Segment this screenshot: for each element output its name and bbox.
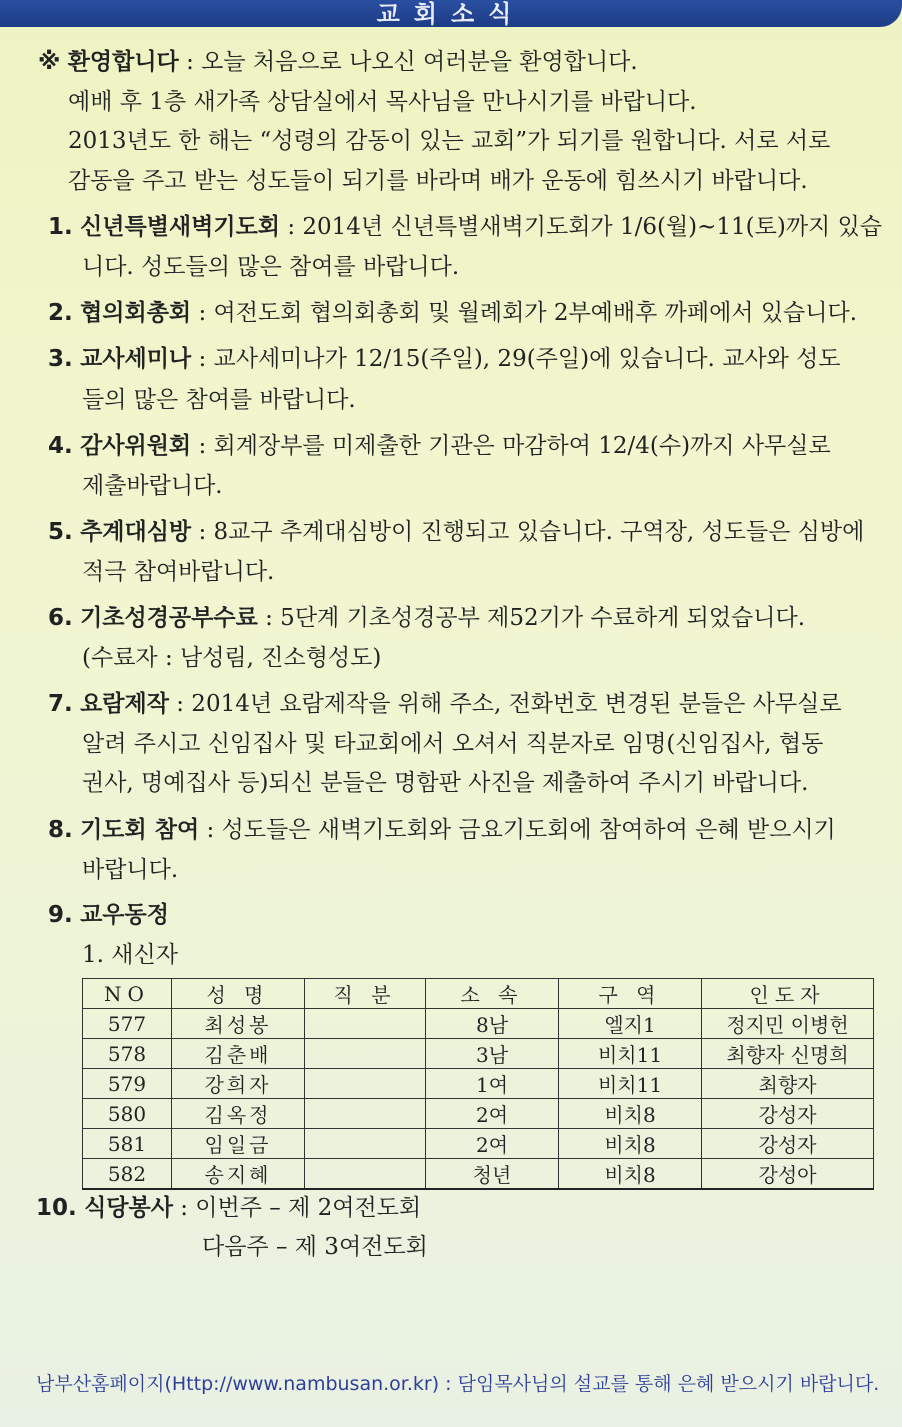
item-text-cont: 니다. 성도들의 많은 참여를 바랍니다. bbox=[82, 254, 460, 280]
cell-name: 최성봉 bbox=[172, 1009, 305, 1039]
column-header: 인도자 bbox=[702, 979, 874, 1009]
cell-position bbox=[305, 1069, 426, 1099]
cell-district: 비치11 bbox=[559, 1039, 702, 1069]
table-header-row bbox=[83, 979, 874, 1009]
column-header: 성 명 bbox=[172, 979, 305, 1009]
item-number: 3. bbox=[48, 346, 73, 372]
item-text: : 2014년 요람제작을 위해 주소, 전화번호 변경된 분들은 사무실로 bbox=[176, 691, 842, 717]
cell-position bbox=[305, 1039, 426, 1069]
welcome-label: 환영합니다 bbox=[67, 49, 179, 75]
cell-position bbox=[305, 1099, 426, 1129]
cell-no: 582 bbox=[83, 1159, 172, 1190]
table-row bbox=[83, 1039, 874, 1069]
item-text-cont: (수료자 : 남성림, 진소형성도) bbox=[82, 645, 382, 671]
item-number: 5. bbox=[48, 519, 73, 545]
cell-no: 578 bbox=[83, 1039, 172, 1069]
item-text: : 회계장부를 미제출한 기관은 마감하여 12/4(수)까지 사무실로 bbox=[198, 433, 831, 459]
table-row bbox=[83, 1129, 874, 1159]
cell-district: 비치8 bbox=[559, 1129, 702, 1159]
item-number: 8. bbox=[48, 817, 73, 843]
page-title: 교회소식 bbox=[376, 0, 526, 28]
cell-affiliation: 2여 bbox=[426, 1129, 559, 1159]
cell-guide: 최향자 bbox=[702, 1069, 874, 1099]
item-title: 기초성경공부수료 bbox=[80, 605, 258, 631]
new-members-table bbox=[82, 978, 874, 1190]
footer-note: 남부산홈페이지(Http://www.nambusan.or.kr) : 담임목사님의 설교를 통해 은혜 받으시기 바랍니다. bbox=[36, 1373, 880, 1395]
welcome-line-3: 2013년도 한 해는 “성령의 감동이 있는 교회”가 되기를 원합니다. 서로 서로 bbox=[68, 128, 831, 154]
header-bar bbox=[0, 0, 902, 27]
cell-no: 579 bbox=[83, 1069, 172, 1099]
reference-mark: ※ bbox=[38, 49, 61, 75]
item-title: 교사세미나 bbox=[80, 346, 192, 372]
item-text-cont: 다음주 – 제 3여전도회 bbox=[202, 1234, 428, 1260]
cell-guide: 정지민 이병헌 bbox=[702, 1009, 874, 1039]
item-text: : 여전도회 협의회총회 및 월례회가 2부예배후 까페에서 있습니다. bbox=[198, 300, 858, 326]
item-number: 7. bbox=[48, 691, 73, 717]
table-row bbox=[83, 1009, 874, 1039]
cell-affiliation: 8남 bbox=[426, 1009, 559, 1039]
item-text-cont: 들의 많은 참여를 바랍니다. bbox=[82, 387, 356, 413]
table-row bbox=[83, 1159, 874, 1190]
cell-position bbox=[305, 1159, 426, 1190]
welcome-line-4: 감동을 주고 받는 성도들이 되기를 바라며 배가 운동에 힘쓰시기 바랍니다. bbox=[68, 168, 808, 194]
item-number: 9. bbox=[48, 902, 73, 928]
item-text-cont: 제출바랍니다. bbox=[82, 473, 223, 499]
cell-name: 김춘배 bbox=[172, 1039, 305, 1069]
item-subtitle: 1. 새신자 bbox=[82, 942, 178, 968]
cell-affiliation: 3남 bbox=[426, 1039, 559, 1069]
cell-affiliation: 1여 bbox=[426, 1069, 559, 1099]
welcome-line-1 bbox=[38, 47, 638, 77]
item-title: 교우동정 bbox=[80, 902, 169, 928]
cell-position bbox=[305, 1009, 426, 1039]
cell-district: 엘지1 bbox=[559, 1009, 702, 1039]
item-text-cont: 바랍니다. bbox=[82, 857, 179, 883]
cell-affiliation: 2여 bbox=[426, 1099, 559, 1129]
cell-no: 580 bbox=[83, 1099, 172, 1129]
cell-position bbox=[305, 1129, 426, 1159]
item-number: 2. bbox=[48, 300, 73, 326]
cell-guide: 강성자 bbox=[702, 1129, 874, 1159]
cell-name: 송지혜 bbox=[172, 1159, 305, 1190]
item-title: 요람제작 bbox=[80, 691, 169, 717]
item-text: : 8교구 추계대심방이 진행되고 있습니다. 구역장, 성도들은 심방에 bbox=[198, 519, 865, 545]
cell-name: 강희자 bbox=[172, 1069, 305, 1099]
item-text: : 이번주 – 제 2여전도회 bbox=[180, 1195, 422, 1221]
item-title: 기도회 참여 bbox=[80, 817, 200, 843]
table-row bbox=[83, 1069, 874, 1099]
cell-district: 비치11 bbox=[559, 1069, 702, 1099]
cell-guide: 강성아 bbox=[702, 1159, 874, 1190]
item-number: 10. bbox=[36, 1195, 77, 1221]
table-row bbox=[83, 1099, 874, 1129]
item-number: 1. bbox=[48, 214, 73, 240]
welcome-text: : 오늘 처음으로 나오신 여러분을 환영합니다. bbox=[186, 49, 638, 75]
cell-name: 김옥정 bbox=[172, 1099, 305, 1129]
item-title: 식당봉사 bbox=[84, 1195, 173, 1221]
item-title: 신년특별새벽기도회 bbox=[80, 214, 281, 240]
column-header: 소 속 bbox=[426, 979, 559, 1009]
cell-no: 577 bbox=[83, 1009, 172, 1039]
column-header: NO bbox=[83, 979, 172, 1009]
item-text-cont: 권사, 명예집사 등)되신 분들은 명함판 사진을 제출하여 주시기 바랍니다. bbox=[82, 770, 809, 796]
item-text-cont: 알려 주시고 신임집사 및 타교회에서 오셔서 직분자로 임명(신임집사, 협동 bbox=[82, 731, 824, 757]
cell-guide: 최향자 신명희 bbox=[702, 1039, 874, 1069]
cell-no: 581 bbox=[83, 1129, 172, 1159]
column-header: 직 분 bbox=[305, 979, 426, 1009]
item-title: 추계대심방 bbox=[80, 519, 192, 545]
item-text: : 교사세미나가 12/15(주일), 29(주일)에 있습니다. 교사와 성도 bbox=[198, 346, 841, 372]
cell-affiliation: 청년 bbox=[426, 1159, 559, 1190]
item-title: 감사위원회 bbox=[80, 433, 192, 459]
item-text: : 2014년 신년특별새벽기도회가 1/6(월)~11(토)까지 있습 bbox=[287, 214, 883, 240]
cell-name: 임일금 bbox=[172, 1129, 305, 1159]
item-text: : 5단계 기초성경공부 제52기가 수료하게 되었습니다. bbox=[265, 605, 806, 631]
item-number: 4. bbox=[48, 433, 73, 459]
cell-guide: 강성자 bbox=[702, 1099, 874, 1129]
item-text-cont: 적극 참여바랍니다. bbox=[82, 559, 275, 585]
item-text: : 성도들은 새벽기도회와 금요기도회에 참여하여 은혜 받으시기 bbox=[206, 817, 836, 843]
item-number: 6. bbox=[48, 605, 73, 631]
welcome-line-2: 예배 후 1층 새가족 상담실에서 목사님을 만나시기를 바랍니다. bbox=[68, 89, 697, 115]
item-title: 협의회총회 bbox=[80, 300, 192, 326]
cell-district: 비치8 bbox=[559, 1159, 702, 1190]
cell-district: 비치8 bbox=[559, 1099, 702, 1129]
column-header: 구 역 bbox=[559, 979, 702, 1009]
